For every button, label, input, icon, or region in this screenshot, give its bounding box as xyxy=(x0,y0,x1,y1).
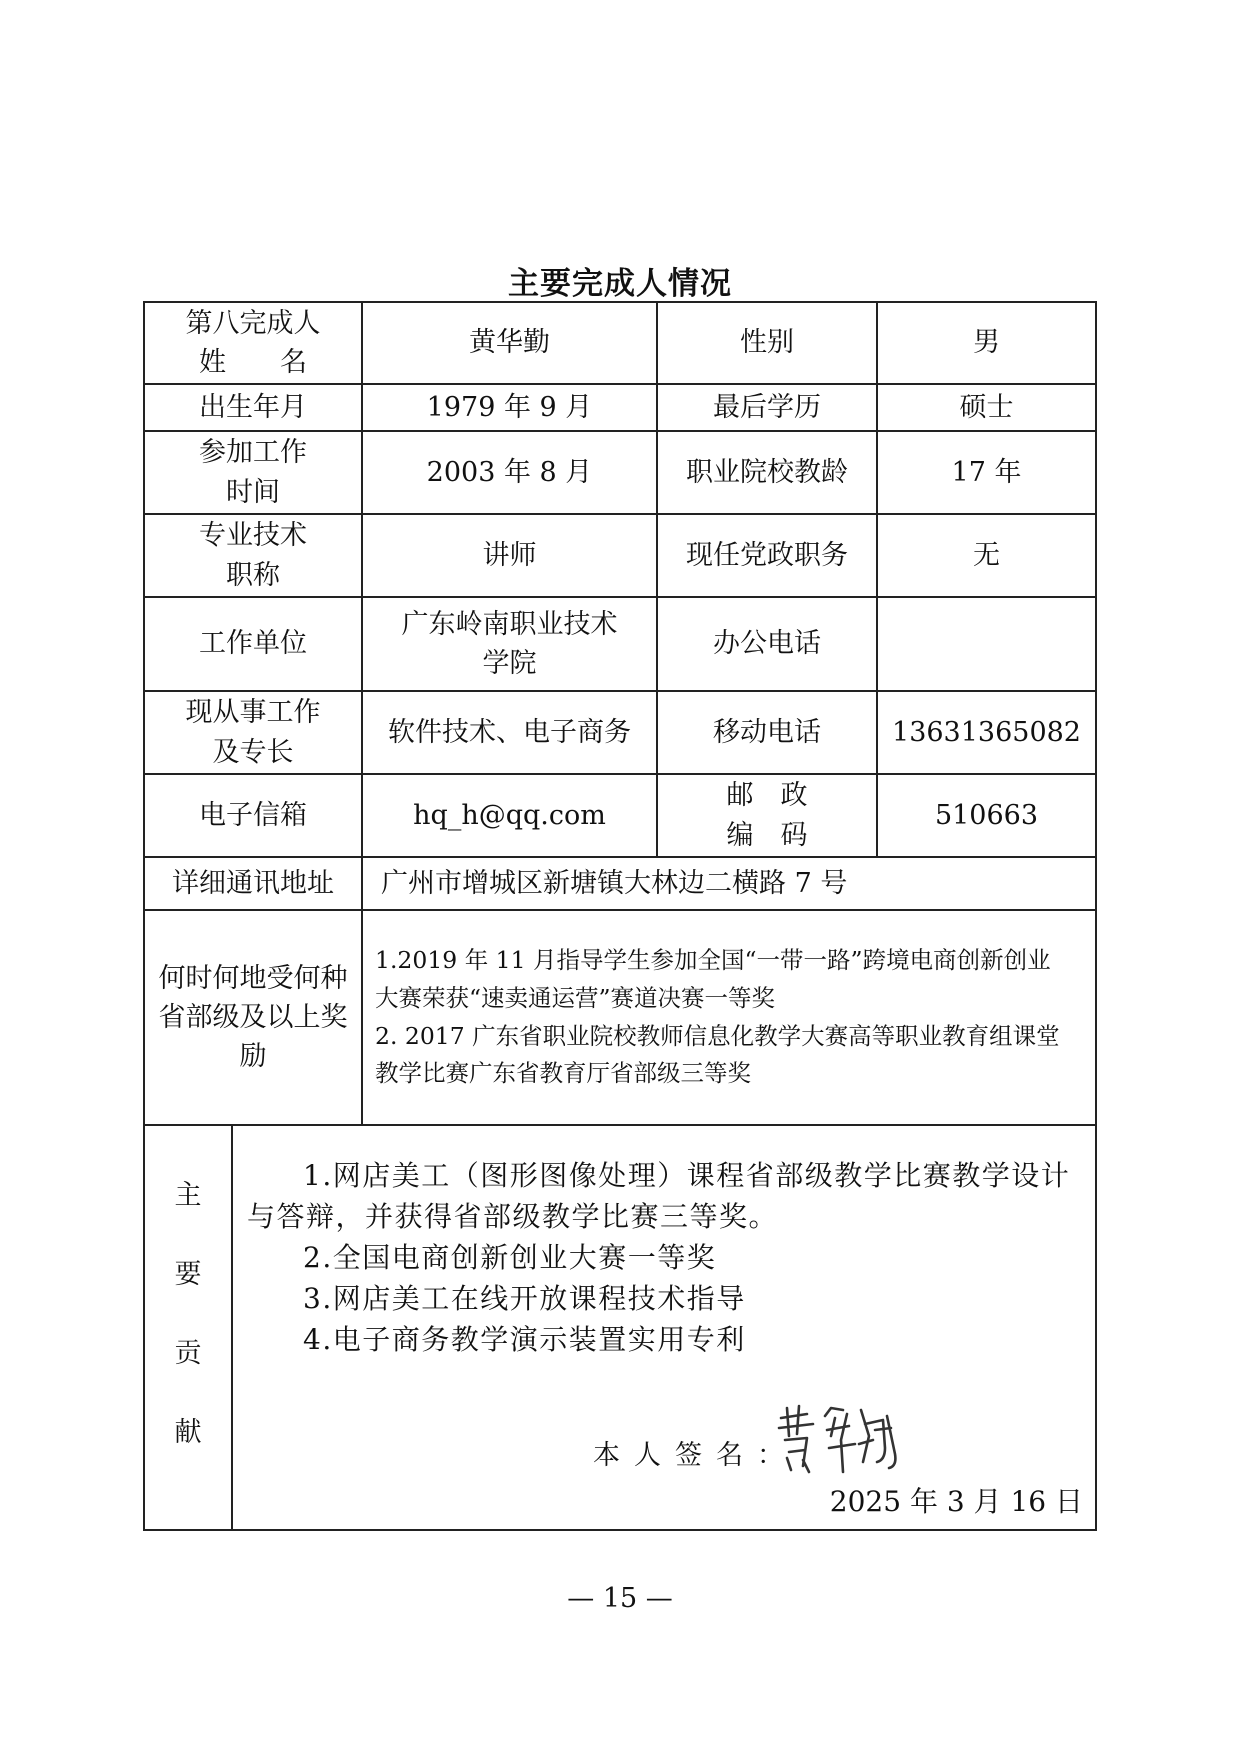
award-item-2-line2: 教学比赛广东省教育厅省部级三等奖 xyxy=(375,1059,751,1088)
specialty-label xyxy=(144,691,362,774)
name-label xyxy=(144,302,362,384)
teaching-age-value: 17 年 xyxy=(877,431,1096,514)
handwritten-signature xyxy=(773,1396,903,1476)
address-value: 广州市增城区新塘镇大林边二横路 7 号 xyxy=(362,857,1096,910)
awards-label xyxy=(144,910,362,1125)
contribution-label-char-2: 要 xyxy=(174,1258,202,1290)
row-address xyxy=(144,857,1096,910)
page-title: 主要完成人情况 xyxy=(508,266,732,302)
contribution-list xyxy=(233,1126,1095,1360)
work-unit-value-line2: 学院 xyxy=(482,648,537,679)
contribution-label-char-4: 献 xyxy=(174,1416,202,1448)
row-email xyxy=(144,774,1096,857)
personal-info-table xyxy=(143,301,1097,1531)
awards-label-line3: 励 xyxy=(239,1041,267,1073)
professional-title-label-line1: 专业技术 xyxy=(199,520,307,552)
awards-label-line2: 省部级及以上奖 xyxy=(158,1001,348,1033)
contribution-label xyxy=(144,1125,232,1530)
page-number: — 15 — xyxy=(567,1583,673,1614)
postcode-label-line2: 编 码 xyxy=(726,819,808,851)
contribution-label-char-3: 贡 xyxy=(174,1337,202,1369)
professional-title-label xyxy=(144,514,362,597)
signature-label: 本人签名： xyxy=(593,1440,798,1471)
email-value: hq_h@qq.com xyxy=(362,774,657,857)
professional-title-label-line2: 职称 xyxy=(226,559,280,591)
awards-content xyxy=(362,910,1096,1125)
work-start-label-line2: 时间 xyxy=(226,476,280,508)
row-birth xyxy=(144,384,1096,431)
name-label-line2: 姓 名 xyxy=(199,347,307,378)
row-contribution xyxy=(144,1125,1096,1530)
address-label: 详细通讯地址 xyxy=(144,857,362,910)
signature-date: 2025 年 3 月 16 日 xyxy=(829,1485,1083,1519)
postcode-label xyxy=(657,774,877,857)
education-label: 最后学历 xyxy=(657,384,877,431)
row-specialty xyxy=(144,691,1096,774)
row-unit xyxy=(144,597,1096,691)
postcode-label-line1: 邮 政 xyxy=(726,780,808,812)
work-unit-value-line1: 广东岭南职业技术 xyxy=(401,608,618,640)
specialty-value: 软件技术、电子商务 xyxy=(362,691,657,774)
contribution-item-4: 4.电子商务教学演示装置实用专利 xyxy=(303,1322,746,1356)
professional-title-value: 讲师 xyxy=(362,514,657,597)
row-work-start xyxy=(144,431,1096,514)
row-title xyxy=(144,514,1096,597)
gender-label: 性别 xyxy=(657,302,877,384)
contribution-item-2: 2.全国电商创新创业大赛一等奖 xyxy=(303,1240,717,1274)
award-item-2-line1: 2. 2017 广东省职业院校教师信息化教学大赛高等职业教育组课堂 xyxy=(375,1021,1060,1050)
email-label: 电子信箱 xyxy=(144,774,362,857)
name-label-line1: 第八完成人 xyxy=(185,307,321,339)
contribution-item-1: 1.网店美工（图形图像处理）课程省部级教学比赛教学设计与答辩，并获得省部级教学比赛三等奖。 xyxy=(247,1159,1071,1233)
work-unit-label: 工作单位 xyxy=(144,597,362,691)
party-position-value: 无 xyxy=(877,514,1096,597)
party-position-label: 现任党政职务 xyxy=(657,514,877,597)
work-unit-value xyxy=(362,597,657,691)
education-value: 硕士 xyxy=(877,384,1096,431)
office-phone-label: 办公电话 xyxy=(657,597,877,691)
mobile-phone-value: 13631365082 xyxy=(877,691,1096,774)
name-value: 黄华勤 xyxy=(362,302,657,384)
birth-label: 出生年月 xyxy=(144,384,362,431)
award-item-1-line2: 大赛荣获“速卖通运营”赛道决赛一等奖 xyxy=(375,983,776,1012)
postcode-value: 510663 xyxy=(877,774,1096,857)
office-phone-value xyxy=(877,597,1096,691)
contribution-item-3: 3.网店美工在线开放课程技术指导 xyxy=(303,1281,746,1315)
contribution-label-char-1: 主 xyxy=(174,1179,202,1211)
work-start-label xyxy=(144,431,362,514)
birth-value: 1979 年 9 月 xyxy=(362,384,657,431)
row-awards xyxy=(144,910,1096,1125)
specialty-label-line1: 现从事工作 xyxy=(185,697,321,729)
row-name xyxy=(144,302,1096,384)
work-start-value: 2003 年 8 月 xyxy=(362,431,657,514)
specialty-label-line2: 及专长 xyxy=(212,736,294,768)
mobile-phone-label: 移动电话 xyxy=(657,691,877,774)
teaching-age-label: 职业院校教龄 xyxy=(657,431,877,514)
awards-label-line1: 何时何地受何种 xyxy=(158,962,348,994)
contribution-content xyxy=(232,1125,1096,1530)
gender-value: 男 xyxy=(877,302,1096,384)
work-start-label-line1: 参加工作 xyxy=(199,437,307,469)
award-item-1-line1: 1.2019 年 11 月指导学生参加全国“一带一路”跨境电商创新创业 xyxy=(375,946,1051,975)
